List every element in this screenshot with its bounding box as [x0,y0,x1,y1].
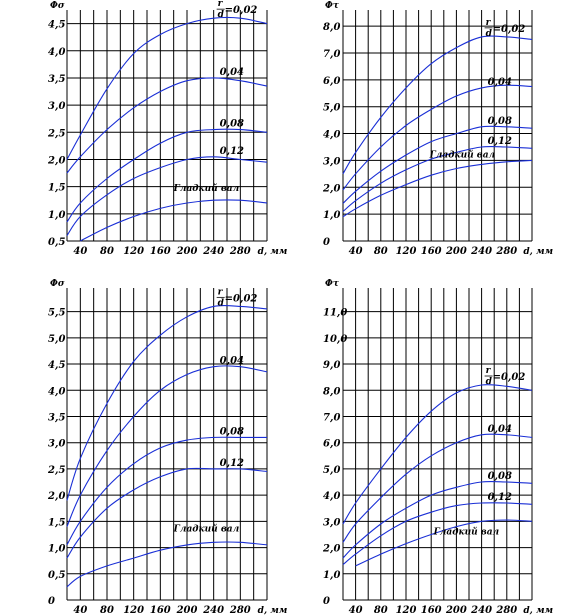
x-tick-label: 120 [123,605,145,616]
series-label: 0,04 [219,66,245,78]
series-label: Гладкий вал [173,524,240,535]
y-tick-label: 4,0 [323,491,341,503]
fraction-denominator: d [217,10,224,21]
series-line [67,542,267,587]
x-tick-label: 240 [471,605,493,616]
chart-panel-3 [47,279,288,616]
y-tick-label: 10,0 [323,333,348,345]
x-axis-label: d, мм [257,606,288,616]
y-tick-label: 4,5 [48,19,66,31]
fraction-numerator: r [217,287,223,298]
y-tick-label: 3,0 [48,438,66,450]
x-tick-label: 240 [471,246,493,257]
y-tick-label: 4,0 [48,46,66,58]
x-tick-label: 200 [445,605,467,616]
x-tick-label: 40 [73,246,88,257]
x-tick-label: 80 [100,605,114,616]
x-axis-label: d, мм [523,247,554,257]
x-tick-label: 200 [445,246,467,257]
x-tick-label: 40 [73,605,88,616]
y-tick-label: 5,0 [323,464,341,476]
x-tick-label: 240 [203,605,225,616]
y-tick-label: 1,5 [48,517,66,529]
x-tick-label: 80 [373,605,388,616]
y-tick-label: 8,0 [323,22,341,34]
y-tick-label: 0,5 [48,569,66,581]
fraction-denominator: d [485,377,492,388]
y-tick-label: 3,5 [48,73,66,85]
series-label: Гладкий вал [173,184,240,195]
series-label: =0,02 [224,5,258,17]
fraction-numerator: r [485,366,491,377]
y-tick-label: 7,0 [323,412,341,424]
chart-panel-4 [322,279,554,616]
y-tick-label: 2,5 [48,128,66,140]
fraction-denominator: d [217,298,224,309]
series-label: Гладкий вал [433,527,500,538]
y-tick-label: 7,0 [323,48,341,60]
x-axis-label: d, мм [257,247,288,257]
x-tick-label: 280 [496,246,518,257]
x-tick-label: 280 [496,605,518,616]
chart-panel-2 [322,1,554,257]
x-tick-label: 240 [203,246,225,257]
y-tick-label: 2,5 [48,464,66,476]
series-line [343,160,532,216]
series-label: 0,08 [219,118,245,130]
series-label: 0,08 [487,115,512,127]
series-label: 0,12 [219,457,245,469]
y-tick-label: 0 [323,596,330,607]
x-tick-label: 160 [149,246,171,257]
fraction-denominator: d [485,28,492,39]
y-tick-label: 0 [48,596,55,607]
y-tick-label: 0 [323,237,330,248]
y-axis-label: Φτ [325,279,339,289]
y-tick-label: 3,0 [323,517,341,529]
series-label: 0,12 [487,135,512,147]
y-tick-label: 1,0 [323,569,341,581]
x-tick-label: 160 [420,605,442,616]
x-tick-label: 120 [395,605,417,616]
x-tick-label: 40 [348,246,363,257]
series-line [67,129,267,222]
x-tick-label: 120 [395,246,417,257]
y-tick-label: 9,0 [323,360,341,372]
y-axis-label: Φσ [50,279,65,289]
y-tick-label: 2,0 [48,491,66,503]
series-label: 0,04 [487,423,512,435]
y-tick-label: 4,0 [48,386,66,398]
y-tick-label: 5,0 [48,333,66,345]
x-tick-label: 80 [373,246,388,257]
series-label: 0,12 [487,491,512,503]
y-tick-label: 1,0 [48,209,66,221]
x-tick-label: 280 [229,605,251,616]
x-tick-label: 200 [176,246,198,257]
x-tick-label: 200 [176,605,198,616]
series-line [67,157,267,236]
y-tick-label: 8,0 [323,386,341,398]
x-axis-label: d, мм [523,606,554,616]
series-label: Гладкий вал [429,150,496,161]
x-tick-label: 40 [348,605,363,616]
series-label: 0,12 [219,145,245,157]
x-tick-label: 160 [420,246,442,257]
y-axis-label: Φσ [50,1,65,11]
y-tick-label: 11,0 [323,307,348,319]
series-label: =0,02 [492,23,526,35]
y-tick-label: 1,5 [48,182,66,194]
y-tick-label: 3,0 [48,101,66,113]
y-tick-label: 0,5 [48,237,66,248]
y-tick-label: 2,0 [323,183,341,195]
series-label: 0,04 [219,355,245,367]
series-label: 0,08 [219,426,245,438]
y-tick-label: 5,5 [48,307,66,319]
y-tick-label: 6,0 [323,75,341,87]
series-line [343,434,532,542]
series-label: 0,04 [487,76,512,88]
x-tick-label: 80 [100,246,114,257]
fraction-numerator: r [485,17,491,28]
x-tick-label: 160 [149,605,171,616]
series-label: =0,02 [492,372,526,384]
x-tick-label: 280 [229,246,251,257]
y-tick-label: 1,0 [323,210,341,222]
series-label: 0,08 [487,471,512,483]
y-tick-label: 4,5 [48,360,66,372]
fraction-numerator: r [217,0,223,10]
y-tick-label: 2,0 [323,543,341,555]
series-line [67,305,267,500]
y-tick-label: 4,0 [323,129,341,141]
y-tick-label: 5,0 [323,102,341,114]
x-tick-label: 120 [123,246,145,257]
y-tick-label: 3,0 [323,156,341,168]
y-axis-label: Φτ [325,1,339,11]
y-tick-label: 3,5 [48,412,66,424]
chart-panel-1 [47,0,288,257]
y-tick-label: 2,0 [48,155,66,167]
series-line [67,468,267,558]
y-tick-label: 6,0 [323,438,341,450]
series-label: =0,02 [224,293,258,305]
y-tick-label: 1,0 [48,543,66,555]
